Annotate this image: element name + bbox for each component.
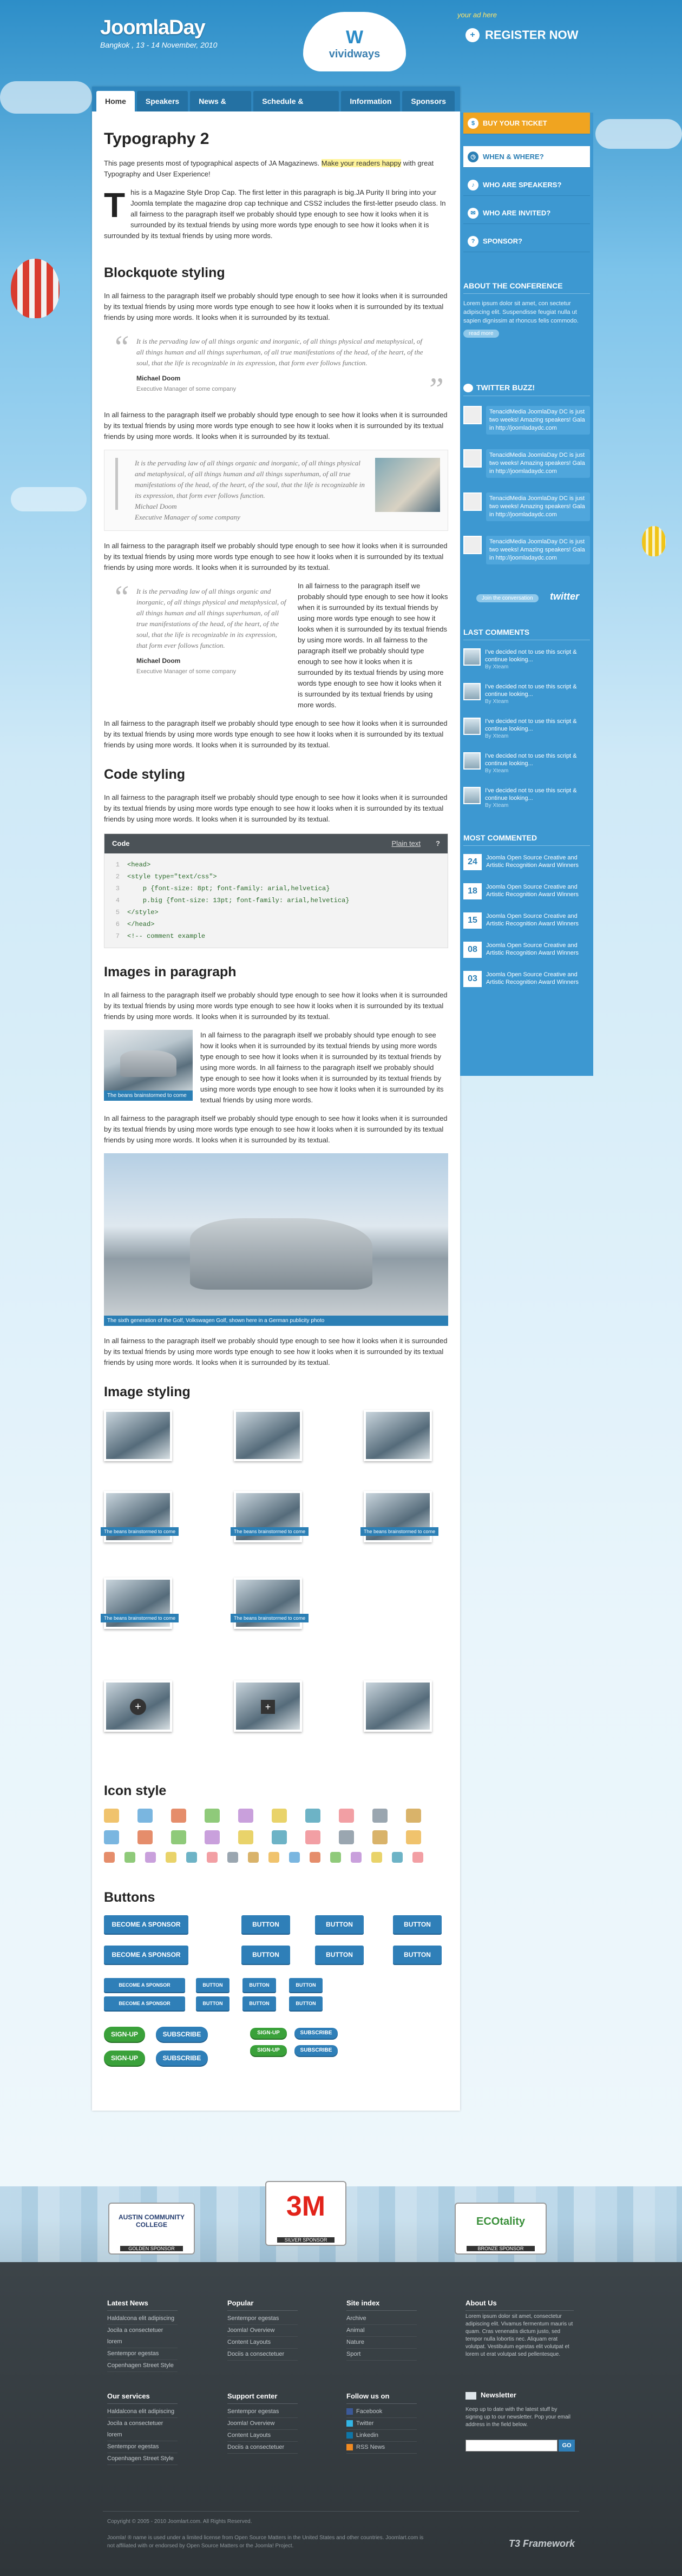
t3-framework-logo[interactable]: T3 Framework (509, 2538, 575, 2549)
comment-item[interactable]: I've decided not to use this script & continue looking... By Xteam (463, 683, 590, 706)
mail-icon (465, 2392, 476, 2400)
thumbnail[interactable] (104, 1491, 176, 1542)
icon-grid (104, 1809, 448, 1874)
document-icon (124, 1852, 135, 1863)
footer-link[interactable]: Copenhagen Street Style (107, 2453, 178, 2465)
most-commented-item[interactable]: 15 Joomla Open Source Creative and Artistic Recognition Award Winners (463, 912, 590, 928)
star-icon (289, 1852, 300, 1863)
settings-icon (248, 1852, 259, 1863)
document-icon (137, 1809, 153, 1823)
footer-about-title: About Us (465, 2299, 574, 2311)
thumbnail[interactable] (364, 1491, 436, 1542)
footer-link[interactable]: Nature (346, 2337, 417, 2349)
footer-follow-list (346, 2406, 417, 2454)
sponsor-badge[interactable] (303, 12, 406, 71)
code-title: Code (112, 839, 130, 847)
sidebar-speakers[interactable]: ♪ WHO ARE SPEAKERS? (463, 174, 590, 196)
sidebar-sponsor[interactable]: ? SPONSOR? (463, 231, 590, 252)
mail-icon (227, 1852, 238, 1863)
footer-link[interactable]: Joomla! Overview (227, 2418, 298, 2430)
footer-latest-title: Latest News (107, 2299, 178, 2311)
document-icon (330, 1852, 341, 1863)
calendar-icon (171, 1830, 186, 1844)
ad-tagline: your ad here (457, 11, 497, 19)
thumb-caption: The beans brainstormed to come (231, 1614, 309, 1622)
footer-link[interactable]: Sentempor egestas (107, 2348, 178, 2360)
section-heading: Code styling (104, 767, 186, 782)
footer-link[interactable]: Archive (346, 2313, 417, 2325)
image-icon (205, 1809, 220, 1823)
signup-button[interactable]: SIGN-UP (104, 2027, 145, 2042)
button-showcase (104, 1915, 448, 2094)
about-conference (463, 281, 590, 338)
page-title: Typography 2 (104, 130, 209, 148)
thumb-caption: The beans brainstormed to come (101, 1527, 179, 1536)
paragraph: In all fairness to the paragraph itself we probably should type enough to see how it looks when it is surrounded by its textual friends by using more words type enough to see how it looks when it is surrounded by its textual friends by using more words. In all fairness to the paragraph itself we probably should type enough to see how it looks when it is surrounded by its textual friends by using more words type enough to see how it looks when it is surrounded by its textual friends by using more words. (200, 1031, 444, 1104)
code-line: 2 <style type="text/css"> (115, 873, 217, 880)
button-small[interactable]: BUTTON (196, 1978, 229, 1992)
avatar (463, 718, 481, 735)
nav-sponsors[interactable]: Sponsors (402, 91, 455, 111)
footer-link[interactable]: Sentempor egestas (227, 2406, 298, 2418)
folder-icon (104, 1809, 119, 1823)
image-icon (166, 1852, 176, 1863)
linkedin-icon (346, 2432, 353, 2439)
clock-icon (207, 1852, 218, 1863)
read-more-button[interactable]: read more (463, 330, 499, 338)
newsletter-title: Newsletter (465, 2391, 516, 2400)
quote-author: Michael Doom (136, 657, 181, 665)
become-sponsor-button[interactable]: BECOME A SPONSOR (104, 1915, 188, 1934)
quote-role: Executive Manager of some company (136, 386, 237, 392)
star-icon (406, 1809, 421, 1823)
section-heading: Buttons (104, 1890, 155, 1905)
about-text: Lorem ipsum dolor sit amet, con sectetur adipiscing elit. Suspendisse feugiat nulla ut sapien dignissim at rhoncus felis commodo. (463, 300, 579, 324)
clock-icon: ◷ (468, 152, 478, 162)
thumbnail[interactable] (104, 1578, 176, 1629)
code-line: 7 <!-- comment example (115, 932, 206, 940)
car-photo-large (104, 1153, 448, 1316)
nav-home[interactable]: Home (96, 91, 135, 111)
legal-text: Joomla! ® name is used under a limited license from Open Source Matters in the United States and other countries. Joomlart.com is not affiliated with or endorsed by Open Source Matters or the Joomla! Project. (107, 2535, 424, 2549)
document-icon (137, 1830, 153, 1844)
subscribe-button[interactable]: SUBSCRIBE (156, 2027, 208, 2042)
quote-open-icon: “ (112, 329, 130, 365)
twitter-link[interactable]: Twitter (346, 2418, 417, 2430)
footer-site-list (346, 2313, 417, 2361)
comment-item[interactable]: I've decided not to use this script & continue looking... By Xteam (463, 648, 590, 671)
quote-author: Michael Doom (136, 374, 181, 382)
user-plus-icon: + (465, 28, 480, 42)
last-comments-title: LAST COMMENTS (463, 628, 590, 640)
most-commented (463, 833, 590, 846)
avatar (463, 449, 482, 468)
paragraph: In all fairness to the paragraph itself we probably should type enough to see how it looks when it is surrounded by its textual friends by using more words type enough to see how it looks when it is surrounded by its textual friends by using more words. It looks when it is surrounded by its textual. (104, 542, 448, 571)
button-small[interactable]: BUTTON (242, 1996, 276, 2010)
section-heading: Icon style (104, 1783, 167, 1798)
paragraph: In all fairness to the paragraph itself we probably should type enough to see how it looks when it is surrounded by its textual friends by using more words type enough to see how it looks when it is surrounded by its textual friends by using more words. It looks when it is surrounded by its textual. (104, 1337, 448, 1366)
user-icon (268, 1852, 279, 1863)
mail-icon (305, 1809, 320, 1823)
zoom-icon: + (130, 1699, 146, 1715)
become-sponsor-button-small[interactable]: BECOME A SPONSOR (104, 1996, 185, 2010)
sidebar-invited[interactable]: ✉ WHO ARE INVITED? (463, 202, 590, 224)
blockquote-boxed: It is the pervading law of all things organic and inorganic, of all things physical and metaphysical, of all things human and all things superhuman, of all true manifestations of the head, of the heart, of the soul, that the life is recognizable in its expression, that form ever follows function. Michael Doom Executive Manager of some company (104, 450, 448, 531)
footer-link[interactable]: Jocila a consectetuer lorem (107, 2418, 178, 2441)
event-date: Bangkok , 13 - 14 November, 2010 (100, 41, 218, 49)
nav-information[interactable]: Information (341, 91, 400, 111)
article (104, 130, 448, 2094)
quote-close-icon: ” (425, 371, 444, 407)
button[interactable]: BUTTON (393, 1946, 442, 1964)
cloud (595, 119, 682, 149)
code-block (104, 833, 448, 948)
site-logo[interactable] (100, 16, 235, 65)
newsletter-go-button[interactable]: GO (559, 2440, 575, 2452)
footer-site-title: Site index (346, 2299, 417, 2311)
subscribe-button-small[interactable]: SUBSCRIBE (294, 2028, 338, 2039)
image-icon (205, 1830, 220, 1844)
dropcap: T (104, 186, 126, 225)
large-image[interactable] (104, 1153, 448, 1326)
question-icon: ? (468, 236, 478, 247)
code-line: 3 p {font-size: 8pt; font-family: arial,helvetica} (115, 885, 330, 892)
footer-services-list (107, 2406, 178, 2465)
section-heading: Blockquote styling (104, 265, 225, 280)
help-icon[interactable]: ? (436, 839, 440, 847)
image-caption: The beans brainstormed to come (104, 1090, 193, 1101)
most-commented-item[interactable]: 18 Joomla Open Source Creative and Artistic Recognition Award Winners (463, 883, 590, 898)
chart-icon (186, 1852, 197, 1863)
twitter-title: TWITTER BUZZ! (463, 383, 590, 396)
footer-about-text: Lorem ipsum dolor sit amet, consectetur adipiscing elit. Vivamus fermentum mauris ut quam. Cras venenatis dictum justo, sed tempor nulla lobortis nec. Aliquam erat volutpat. Vestibulum egestas elit volutpat et lorem ut erat volutpat sed pellentesque. (465, 2314, 573, 2357)
image-icon (371, 1852, 382, 1863)
button-small[interactable]: BUTTON (242, 1978, 276, 1992)
balloon-left-icon (11, 259, 60, 318)
quote-role: Executive Manager of some company (135, 513, 240, 521)
blockquote: “ It is the pervading law of all things organic and inorganic, of all things physical and metaphysical, of all things human and all things superhuman, of all true manifestations of the head, of the heart, of the soul, that the life is recognizable in its expression, that form ever follows function. Michael Doom Executive Manager of some company ” (112, 329, 444, 407)
chart-icon (238, 1809, 253, 1823)
quote-bar (115, 458, 118, 510)
sponsor-truck-austin[interactable]: AUSTIN COMMUNITY COLLEGE GOLDEN SPONSOR (108, 2203, 195, 2255)
thumbnail-zoom[interactable] (104, 1680, 172, 1732)
register-button[interactable] (465, 28, 578, 42)
signup-button-small[interactable]: SIGN-UP (250, 2028, 287, 2039)
button[interactable]: BUTTON (393, 1915, 442, 1934)
comment-item[interactable]: I've decided not to use this script & continue looking... By Xteam (463, 787, 590, 810)
nav-schedule[interactable]: Schedule & Workshops (253, 91, 339, 111)
most-commented-item[interactable]: 24 Joomla Open Source Creative and Artistic Recognition Award Winners (463, 854, 590, 869)
most-commented-item[interactable]: 03 Joomla Open Source Creative and Artistic Recognition Award Winners (463, 971, 590, 986)
footer-popular-list (227, 2313, 298, 2361)
footer-services-title: Our services (107, 2392, 178, 2404)
tweet[interactable]: TenacidMedia JoomlaDay DC is just two weeks! Amazing speakers! Gala in http://joomladaydc.com (463, 492, 590, 521)
button-small[interactable]: BUTTON (196, 1996, 229, 2010)
comment-item[interactable]: I've decided not to use this script & continue looking... By Xteam (463, 752, 590, 775)
thumb-caption: The beans brainstormed to come (360, 1527, 438, 1536)
footer-link[interactable]: Content Layouts (227, 2430, 298, 2442)
vividways-logo-icon: W (345, 27, 364, 48)
mail-icon (305, 1830, 320, 1844)
star-icon (406, 1830, 421, 1844)
avatar (463, 492, 482, 511)
folder-icon (104, 1852, 115, 1863)
chart-icon (238, 1830, 253, 1844)
button[interactable]: BUTTON (241, 1946, 290, 1964)
thumbnail[interactable] (234, 1578, 306, 1629)
tweet[interactable]: TenacidMedia JoomlaDay DC is just two weeks! Amazing speakers! Gala in http://joomladaydc.com (463, 406, 590, 435)
footer-link[interactable]: Joomla! Overview (227, 2325, 298, 2337)
sidebar-when-where[interactable]: ◷ WHEN & WHERE? (463, 146, 590, 168)
code-line: 4 p.big {font-size: 13pt; font-family: arial,helvetica} (115, 897, 350, 904)
avatar (463, 683, 481, 700)
highlight: Make your readers happy (321, 159, 402, 167)
footer-link[interactable]: Copenhagen Street Style (107, 2360, 178, 2372)
ticket-icon: $ (468, 118, 478, 129)
most-commented-title: MOST COMMENTED (463, 833, 590, 846)
twitter-header (463, 383, 590, 396)
paragraph: In all fairness to the paragraph itself we probably should type enough to see how it looks when it is surrounded by its textual friends by using more words type enough to see how it looks when it is surrounded by its textual friends by using more words. In all fairness to the paragraph itself we probably should type enough to see how it looks when it is surrounded by its textual friends by using more words type enough to see how it looks when it is surrounded by its textual friends by using more words. (298, 582, 448, 709)
folder-icon (310, 1852, 320, 1863)
logo-name: JoomlaDay (100, 16, 205, 39)
paragraph: In all fairness to the paragraph itself we probably should type enough to see how it looks when it is surrounded by its textual friends by using more words type enough to see how it looks when it is surrounded by its textual friends by using more words. It looks when it is surrounded by its textual. (104, 411, 448, 441)
paragraph: In all fairness to the paragraph itself we probably should type enough to see how it looks when it is surrounded by its textual friends by using more words type enough to see how it looks when it is surrounded by its textual friends by using more words. It looks when it is surrounded by its textual. (104, 991, 448, 1021)
speaker-icon: ♪ (468, 180, 478, 190)
avatar (463, 536, 482, 554)
become-sponsor-button-small[interactable]: BECOME A SPONSOR (104, 1978, 185, 1992)
most-commented-item[interactable]: 08 Joomla Open Source Creative and Artistic Recognition Award Winners (463, 942, 590, 957)
footer-link[interactable]: Dociis a consectetuer (227, 2442, 298, 2454)
footer-link[interactable]: Dociis a consectetuer (227, 2349, 298, 2361)
newsletter-email-input[interactable] (465, 2440, 558, 2452)
avatar (463, 406, 482, 424)
calendar-icon (351, 1852, 362, 1863)
quote-role: Executive Manager of some company (136, 668, 237, 675)
balloon-right-icon (642, 526, 666, 556)
signup-button[interactable]: SIGN-UP (104, 2051, 145, 2066)
plain-text-link[interactable]: Plain text (391, 839, 421, 847)
code-lines (104, 853, 448, 948)
paragraph: In all fairness to the paragraph itself we probably should type enough to see how it looks when it is surrounded by its textual friends by using more words type enough to see how it looks when it is surrounded by its textual friends by using more words. It looks when it is surrounded by its textual. (104, 1114, 448, 1144)
mail-icon: ✉ (468, 208, 478, 219)
footer-link[interactable]: Animal (346, 2325, 417, 2337)
sponsor-truck-3m[interactable]: 3M SILVER SPONSOR (265, 2181, 346, 2246)
comment-item[interactable]: I've decided not to use this script & continue looking... By Xteam (463, 718, 590, 740)
facebook-link[interactable]: Facebook (346, 2406, 417, 2418)
register-label: REGISTER NOW (485, 28, 579, 42)
twitter-bird-icon (463, 384, 473, 392)
paragraph: In all fairness to the paragraph itself we probably should type enough to see how it looks when it is surrounded by its textual friends by using more words type enough to see how it looks when it is surrounded by its textual friends by using more words. It looks when it is surrounded by its textual. (104, 719, 448, 749)
footer-support-title: Support center (227, 2392, 298, 2404)
avatar (463, 648, 481, 666)
about-title: ABOUT THE CONFERENCE (463, 281, 590, 294)
footer-link[interactable]: Sport (346, 2349, 417, 2361)
footer-follow-title: Follow us on (346, 2392, 417, 2404)
footer-latest-list (107, 2313, 178, 2372)
copyright: Copyright © 2005 - 2010 Joomlart.com. All Rights Reserved. (107, 2519, 252, 2525)
twitter-icon (346, 2420, 353, 2427)
thumbnail-zoom[interactable] (364, 1680, 432, 1732)
nav-news-events[interactable]: News & Events (190, 91, 251, 111)
footer-support-list (227, 2406, 298, 2454)
chart-icon (392, 1852, 403, 1863)
footer-link[interactable]: Haldalcona elit adipiscing (107, 2406, 178, 2418)
footer-link[interactable]: Sentempor egestas (227, 2313, 298, 2325)
thumb-caption: The beans brainstormed to come (101, 1614, 179, 1622)
settings-icon (339, 1809, 354, 1823)
subscribe-button[interactable]: SUBSCRIBE (156, 2051, 208, 2066)
car-photo (104, 1030, 193, 1090)
clock-icon (412, 1852, 423, 1863)
footer-popular-title: Popular (227, 2299, 298, 2311)
code-line: 1 <head> (115, 861, 151, 869)
calendar-icon (145, 1852, 156, 1863)
calendar-icon (171, 1809, 186, 1823)
section-heading: Images in paragraph (104, 964, 237, 980)
footer-link[interactable]: Jocila a consectetuer lorem (107, 2325, 178, 2348)
folder-icon (104, 1830, 119, 1844)
rss-link[interactable]: RSS News (346, 2442, 417, 2454)
thumbnail[interactable] (234, 1410, 302, 1461)
code-header (104, 834, 448, 853)
image-caption: The sixth generation of the Golf, Volkswagen Golf, shown here in a German publicity photo (104, 1316, 448, 1326)
rss-icon (346, 2444, 353, 2450)
user-icon (372, 1830, 388, 1844)
section-heading: Image styling (104, 1384, 191, 1399)
dropcap-paragraph: This is a Magazine Style Drop Cap. The first letter in this paragraph is big.JA Purity II bring into your Joomla template the magazine drop cap technique and CSS2 includes the first-letter pseudo class. In all fairness to the paragraph itself we probably should type enough to see how it looks when it is surrounded by its textual friends by using more words type enough to see how it looks when it is surrounded by its textual friends by using more words. (104, 186, 446, 240)
paragraph: In all fairness to the paragraph itself we probably should type enough to see how it looks when it is surrounded by its textual friends by using more words type enough to see how it looks when it is surrounded by its textual friends by using more words. It looks when it is surrounded by its textual. (104, 292, 448, 321)
tweet[interactable]: TenacidMedia JoomlaDay DC is just two weeks! Amazing speakers! Gala in http://joomladaydc.com (463, 536, 590, 564)
thumbnail[interactable] (234, 1491, 306, 1542)
tweet[interactable]: TenacidMedia JoomlaDay DC is just two weeks! Amazing speakers! Gala in http://joomladaydc.com (463, 449, 590, 478)
clock-icon (272, 1809, 287, 1823)
quote-open-icon: “ (112, 579, 130, 615)
sponsor-name: vividways (329, 48, 381, 60)
become-sponsor-button[interactable]: BECOME A SPONSOR (104, 1946, 188, 1964)
zoom-icon: + (261, 1700, 275, 1714)
thumbnail[interactable] (364, 1410, 432, 1461)
intro-paragraph: This page presents most of typographical aspects of JA Magazinews. Make your readers happy with great Typography and User Experience! (104, 159, 434, 178)
paragraph: In all fairness to the paragraph itself we probably should type enough to see how it looks when it is surrounded by its textual friends by using more words type enough to see how it looks when it is surrounded by its textual friends by using more words. It looks when it is surrounded by its textual. (104, 793, 448, 823)
code-line: 6 </head> (115, 921, 155, 928)
user-icon (372, 1809, 388, 1823)
main-nav (92, 87, 460, 126)
avatar (463, 787, 481, 804)
footer-link[interactable]: Content Layouts (227, 2337, 298, 2349)
footer-link[interactable]: Sentempor egestas (107, 2441, 178, 2453)
button-small[interactable]: BUTTON (289, 1978, 323, 1992)
code-line: 5 </style> (115, 909, 159, 916)
last-comments (463, 628, 590, 640)
button[interactable]: BUTTON (315, 1915, 364, 1934)
thumbnail[interactable] (104, 1410, 172, 1461)
linkedin-link[interactable]: Linkedin (346, 2430, 417, 2442)
cloud (11, 487, 87, 511)
button[interactable]: BUTTON (241, 1915, 290, 1934)
thumbnail-zoom[interactable] (234, 1680, 302, 1732)
cloud (0, 81, 92, 114)
newsletter-text: Keep up to date with the latest stuff by signing up to our newsletter. Pop your email address in the field below. (465, 2407, 570, 2428)
button[interactable]: BUTTON (315, 1946, 364, 1964)
avatar (463, 752, 481, 770)
blockquote-float: “ It is the pervading law of all things organic and inorganic, of all things physical and metaphysical, of all things human and all things superhuman, of all true manifestations of the head, of the heart, of the soul, that the life is recognizable in its expression, that form ever follows function. Michael Doom Executive Manager of some company (104, 581, 288, 718)
nav-speakers[interactable]: Speakers (137, 91, 188, 111)
image-grid (104, 1410, 448, 1767)
quote-photo (375, 458, 440, 512)
inline-image[interactable] (104, 1030, 193, 1106)
sponsor-truck-ecotality[interactable]: ECOtality BRONZE SPONSOR (455, 2203, 547, 2255)
settings-icon (339, 1830, 354, 1844)
footer-link[interactable]: Haldalcona elit adipiscing (107, 2313, 178, 2325)
twitter-logo[interactable]: twitter (550, 591, 579, 602)
quote-author: Michael Doom (135, 502, 177, 510)
subscribe-button-small[interactable]: SUBSCRIBE (294, 2045, 338, 2056)
clock-icon (272, 1830, 287, 1844)
sidebar-buy-ticket[interactable]: $ BUY YOUR TICKET (463, 113, 590, 134)
thumb-caption: The beans brainstormed to come (231, 1527, 309, 1536)
button-small[interactable]: BUTTON (289, 1996, 323, 2010)
facebook-icon (346, 2408, 353, 2415)
join-conversation-button[interactable]: Join the conversation (476, 594, 539, 602)
signup-button-small[interactable]: SIGN-UP (250, 2045, 287, 2056)
